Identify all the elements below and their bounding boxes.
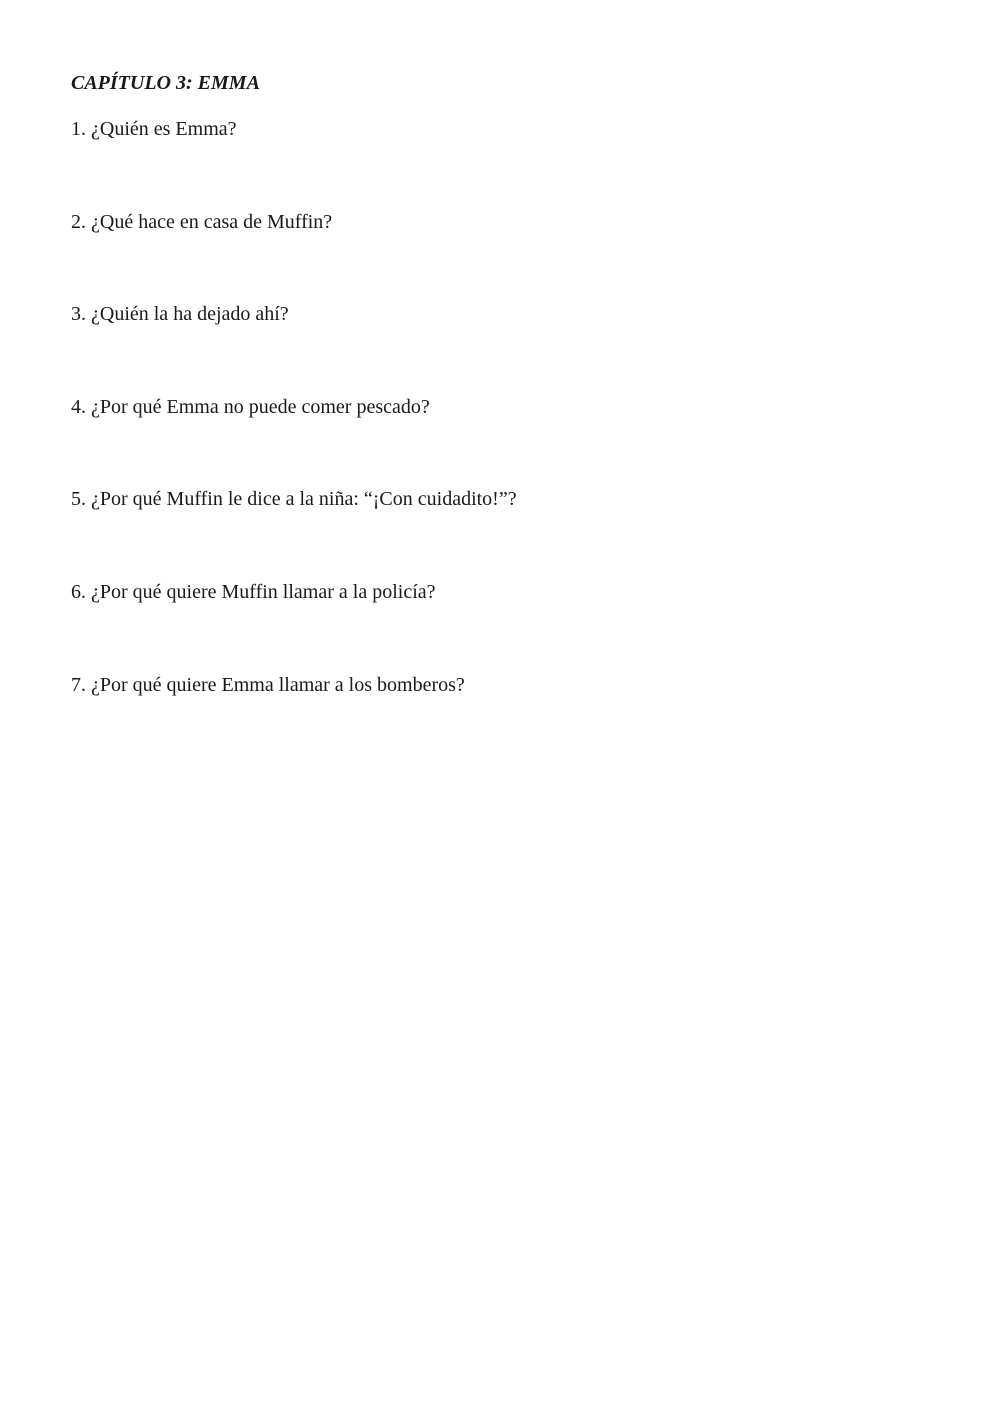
question-1: 1. ¿Quién es Emma? — [71, 118, 237, 140]
question-5: 5. ¿Por qué Muffin le dice a la niña: “¡Con cuidadito!”? — [71, 488, 517, 511]
chapter-title: CAPÍTULO 3: EMMA — [71, 72, 260, 94]
question-2: 2. ¿Qué hace en casa de Muffin? — [71, 210, 333, 233]
question-3: 3. ¿Quién la ha dejado ahí? — [71, 303, 289, 326]
question-6: 6. ¿Por qué quiere Muffin llamar a la policía? — [71, 580, 436, 603]
question-4: 4. ¿Por qué Emma no puede comer pescado? — [71, 395, 430, 418]
question-list — [71, 116, 517, 764]
question-7: 7. ¿Por qué quiere Emma llamar a los bomberos? — [71, 673, 465, 696]
